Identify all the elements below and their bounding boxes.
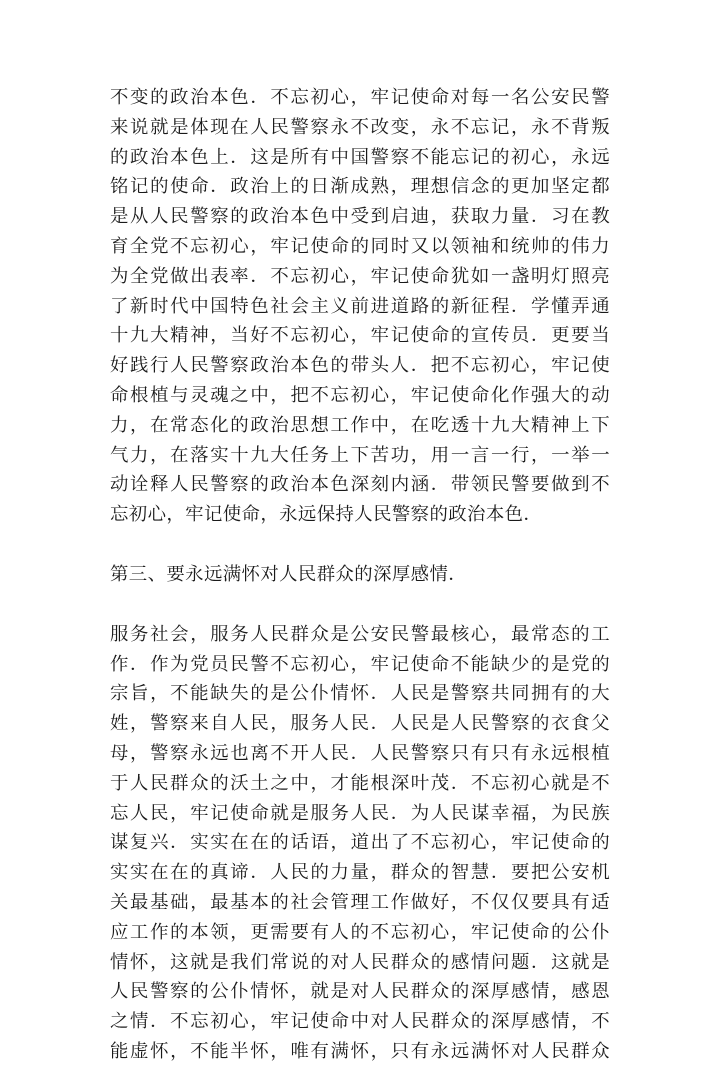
text-line: 的政治本色上．这是所有中国警察不能忘记的初心，永远 (110, 146, 610, 168)
text-line: 铭记的使命．政治上的日渐成熟，理想信念的更加坚定都 (110, 176, 610, 198)
text-line: 好践行人民警察政治本色的带头人．把不忘初心，牢记使 (110, 355, 610, 377)
text-line: 关最基础，最基本的社会管理工作做好，不仅仅要具有适 (110, 891, 610, 913)
text-line: 情怀，这就是我们常说的对人民群众的感情问题．这就是 (110, 951, 610, 973)
text-line: 于人民群众的沃土之中，才能根深叶茂．不忘初心就是不 (110, 772, 610, 794)
text-line: 是从人民警察的政治本色中受到启迪，获取力量．习在教 (110, 206, 610, 228)
text-line: 来说就是体现在人民警察永不改变，永不忘记，永不背叛 (110, 116, 610, 138)
text-line: 作．作为党员民警不忘初心，牢记使命不能缺少的是党的 (110, 653, 610, 675)
text-line: 姓，警察来自人民，服务人民．人民是人民警察的衣食父 (110, 713, 610, 735)
text-line: 忘初心，牢记使命，永远保持人民警察的政治本色． (110, 504, 543, 526)
text-line: 忘人民，牢记使命就是服务人民．为人民谋幸福，为民族 (110, 802, 610, 824)
text-line: 十九大精神，当好不忘初心，牢记使命的宣传员．更要当 (110, 325, 610, 347)
paragraph-gap (110, 590, 610, 620)
text-line: 动诠释人民警察的政治本色深刻内涵．带领民警要做到不 (110, 474, 610, 496)
text-line: 人民警察的公仆情怀，就是对人民群众的深厚感情，感恩 (110, 981, 610, 1003)
text-line: 了新时代中国特色社会主义前进道路的新征程．学懂弄通 (110, 295, 610, 317)
text-line: 能虚怀，不能半怀，唯有满怀，只有永远满怀对人民群众 (110, 1040, 610, 1062)
text-line: 母，警察永远也离不开人民．人民警察只有只有永远根植 (110, 742, 610, 764)
paragraph-serve-people (110, 620, 610, 1067)
text-line: 之情．不忘初心，牢记使命中对人民群众的深厚感情，不 (110, 1011, 610, 1033)
section-heading: 第三、要永远满怀对人民群众的深厚感情． (110, 563, 468, 585)
text-line: 命根植与灵魂之中，把不忘初心，牢记使命化作强大的动 (110, 384, 610, 406)
text-line: 力，在常态化的政治思想工作中，在吃透十九大精神上下 (110, 414, 610, 436)
text-line: 谋复兴．实实在在的话语，道出了不忘初心，牢记使命的 (110, 832, 610, 854)
text-line: 不变的政治本色．不忘初心，牢记使命对每一名公安民警 (110, 87, 610, 108)
text-line: 宗旨，不能缺失的是公仆情怀．人民是警察共同拥有的大 (110, 683, 610, 705)
text-line: 实实在在的真谛．人民的力量，群众的智慧．要把公安机 (110, 862, 610, 884)
text-line: 应工作的本领，更需要有人的不忘初心，牢记使命的公仆 (110, 921, 610, 943)
paragraph-gap (110, 530, 610, 560)
text-line: 气力，在落实十九大任务上下苦功，用一言一行，一举一 (110, 444, 610, 466)
text-line: 服务社会，服务人民群众是公安民警最核心，最常态的工 (110, 623, 610, 645)
paragraph-political-character (110, 83, 610, 530)
text-line: 为全党做出表率．不忘初心，牢记使命犹如一盏明灯照亮 (110, 265, 610, 287)
text-line: 育全党不忘初心，牢记使命的同时又以领袖和统帅的伟力 (110, 235, 610, 257)
